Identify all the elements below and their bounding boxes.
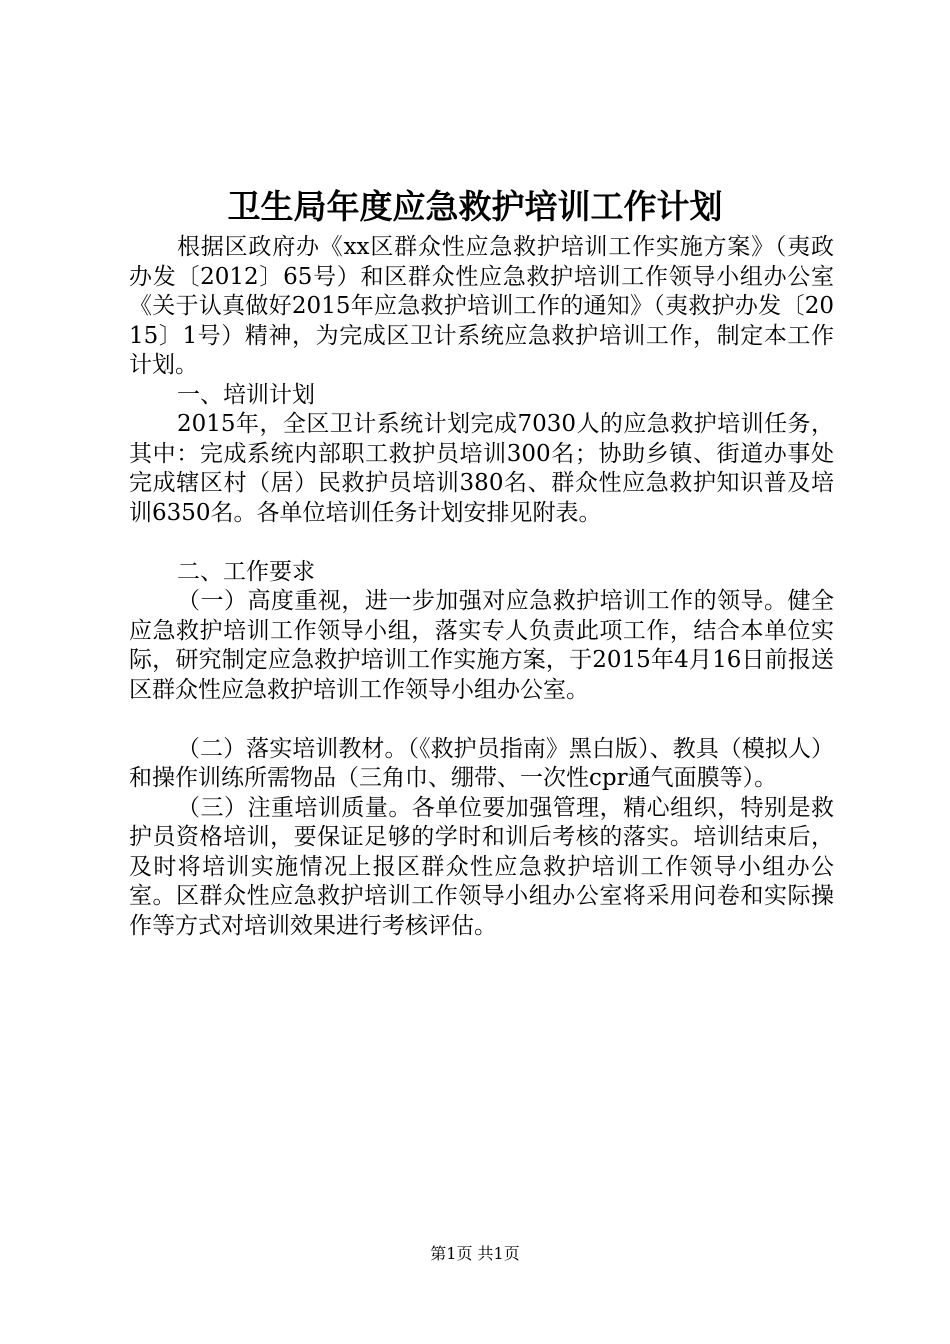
requirement-paragraph-2: （二）落实培训教材。（《救护员指南》黑白版）、教具（模拟人）和操作训练所需物品（三角巾、绷带、一次性cpr通气面膜等）。 bbox=[129, 735, 834, 791]
paragraph-spacer bbox=[129, 705, 834, 735]
document-title: 卫生局年度应急救护培训工作计划 bbox=[227, 187, 723, 226]
section-heading-work-requirements: 二、工作要求 bbox=[177, 558, 315, 585]
training-plan-paragraph: 2015年，全区卫计系统计划完成7030人的应急救护培训任务，其中：完成系统内部职工救护员培训300名；协助乡镇、街道办事处完成辖区村（居）民救护员培训380名、群众性应急救护知识普及培训6350名。各单位培训任务计划安排见附表。 bbox=[129, 411, 834, 526]
intro-paragraph: 根据区政府办《xx区群众性应急救护培训工作实施方案》（夷政办发〔2012〕65号）和区群众性应急救护培训工作领导小组办公室《关于认真做好2015年应急救护培训工作的通知》（夷救护办发〔2015〕1号）精神，为完成区卫计系统应急救护培训工作，制定本工作计划。 bbox=[129, 234, 834, 378]
paragraph-spacer bbox=[129, 528, 834, 558]
requirement-paragraph-1: （一）高度重视，进一步加强对应急救护培训工作的领导。健全应急救护培训工作领导小组，落实专人负责此项工作，结合本单位实际，研究制定应急救护培训工作实施方案，于2015年4月16日前报送区群众性应急救护培训工作领导小组办公室。 bbox=[129, 588, 834, 703]
requirement-paragraph-3: （三）注重培训质量。各单位要加强管理，精心组织，特别是救护员资格培训，要保证足够的学时和训后考核的落实。培训结束后，及时将培训实施情况上报区群众性应急救护培训工作领导小组办公室。区群众性应急救护培训工作领导小组办公室将采用问卷和实际操作等方式对培训效果进行考核评估。 bbox=[129, 794, 834, 939]
section-heading-training-plan: 一、培训计划 bbox=[177, 381, 315, 408]
page-footer: 第1页 共1页 bbox=[430, 1244, 520, 1263]
document-body bbox=[129, 233, 834, 941]
